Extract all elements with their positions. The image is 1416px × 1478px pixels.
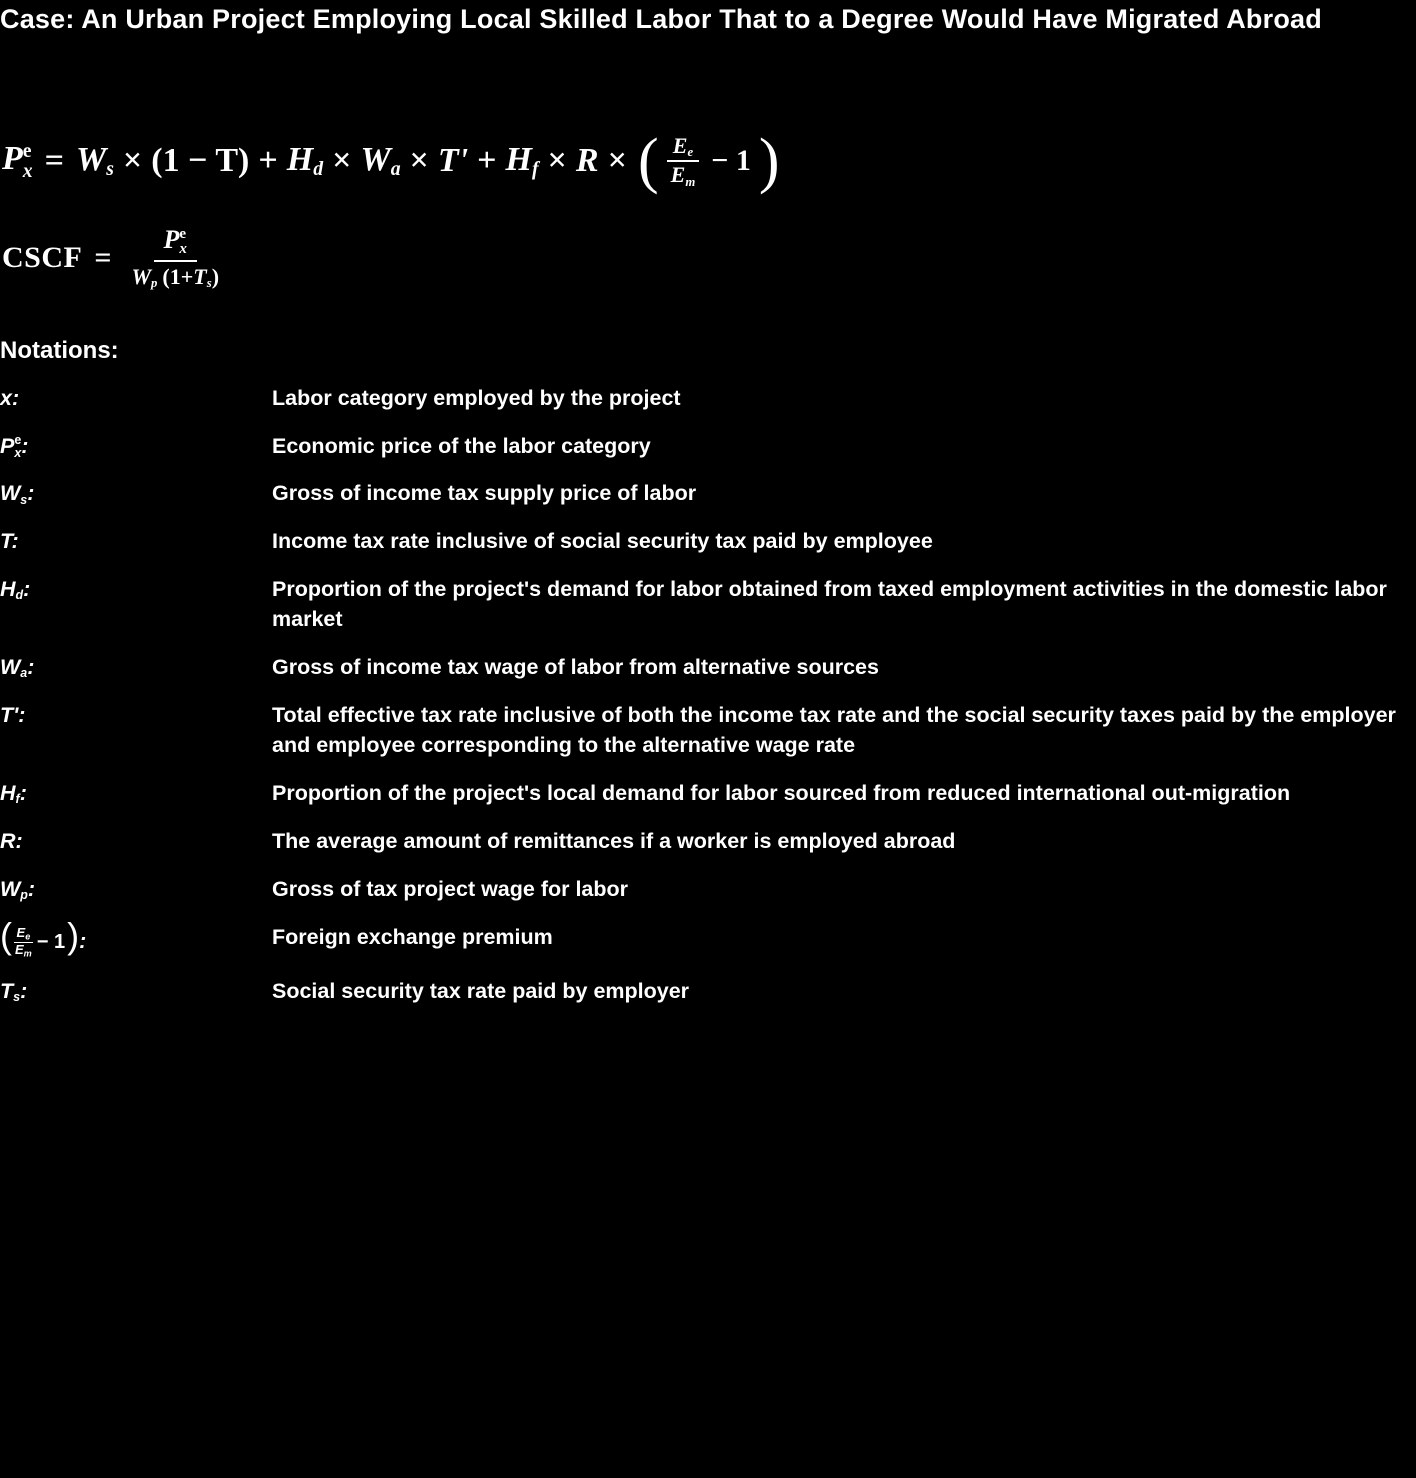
cscf-numerator: P e x xyxy=(154,225,197,261)
notation-symbol: Hf: xyxy=(0,780,27,807)
table-row xyxy=(0,976,1410,1024)
eq1-term2-var2: Wa xyxy=(360,140,401,181)
eq1-times-4: × xyxy=(547,142,567,180)
table-row xyxy=(0,652,1410,700)
notation-description: Labor category employed by the project xyxy=(272,385,681,410)
table-row xyxy=(0,922,1410,976)
notation-description: Foreign exchange premium xyxy=(272,924,553,949)
cscf-equals: = xyxy=(94,241,112,275)
eq1-paren-open: ( xyxy=(637,126,659,195)
eq1-term2-var1: Hd xyxy=(286,140,324,181)
eq1-equals: = xyxy=(44,142,65,180)
eq1-plus-2: + xyxy=(477,142,497,180)
notation-symbol: Ts: xyxy=(0,978,28,1005)
table-row xyxy=(0,383,1410,431)
notation-description: Gross of income tax wage of labor from alternative sources xyxy=(272,654,879,679)
notation-symbol: Wp: xyxy=(0,876,36,903)
eq1-term3-var1: Hf xyxy=(505,140,539,181)
notation-symbol: Wa: xyxy=(0,654,35,681)
cscf-label: CSCF xyxy=(2,241,83,275)
notation-description: Proportion of the project's demand for labor obtained from taxed employment activities in the domestic labor market xyxy=(272,576,1387,632)
notation-symbol: x: xyxy=(0,385,20,410)
eq1-term2-var3: T' xyxy=(437,142,469,180)
eq1-times-3: × xyxy=(409,142,429,180)
notation-symbol: T: xyxy=(0,529,19,554)
notation-symbol-exchange-premium: ( $\frac{Ee}{Em}$ − 1): xyxy=(0,914,87,958)
notation-description: Income tax rate inclusive of social security tax paid by employee xyxy=(272,529,933,554)
eq1-minus-one: − 1 xyxy=(711,144,751,178)
eq1-term1-paren: (1 − T) xyxy=(151,142,250,180)
eq1-times-2: × xyxy=(332,142,352,180)
notation-symbol: Ws: xyxy=(0,481,35,507)
notation-symbol: P e x : xyxy=(0,433,29,460)
table-row xyxy=(0,874,1410,922)
eq1-times-5: × xyxy=(607,142,627,180)
notation-symbol: Hd: xyxy=(0,576,31,603)
table-row xyxy=(0,700,1410,778)
notation-description: Gross of income tax supply price of labor xyxy=(272,481,697,506)
eq1-term3-var2: R xyxy=(575,142,599,180)
notation-symbol: R: xyxy=(0,829,23,854)
eq1-plus-1: + xyxy=(258,142,278,180)
notation-description: Social security tax rate paid by employer xyxy=(272,978,690,1003)
notation-description: Gross of tax project wage for labor xyxy=(272,876,629,901)
eq1-paren-close: ) xyxy=(758,126,780,195)
equation-cscf xyxy=(2,225,1416,291)
eq1-lhs: P e x xyxy=(2,140,33,183)
notation-description: Economic price of the labor category xyxy=(272,433,651,458)
table-row xyxy=(0,778,1410,826)
page-title: Case: An Urban Project Employing Local Skilled Labor That to a Degree Would Have Migrated Abroad xyxy=(0,4,1322,34)
table-row xyxy=(0,478,1410,526)
notation-description: Total effective tax rate inclusive of both the income tax rate and the social security taxes paid by the employer and employee corresponding to the alternative wage rate xyxy=(272,702,1396,758)
table-row xyxy=(0,526,1410,574)
eq1-exchange-fraction: $\frac{Ee}{Em}$ xyxy=(665,134,702,190)
table-row xyxy=(0,431,1410,479)
notation-description: The average amount of remittances if a worker is employed abroad xyxy=(272,829,956,854)
cscf-denominator: Wp (1+Ts) xyxy=(131,263,220,291)
eq1-times-1: × xyxy=(122,142,143,180)
notation-symbol: T': xyxy=(0,702,26,727)
formula-block xyxy=(2,126,1416,291)
table-row xyxy=(0,574,1410,652)
notations-heading: Notations: xyxy=(0,336,119,364)
notation-description: Proportion of the project's local demand for labor sourced from reduced international out-migration xyxy=(272,780,1291,805)
cscf-fraction xyxy=(121,225,229,291)
eq1-term1-var: Ws xyxy=(76,140,114,181)
notations-table xyxy=(0,383,1410,1024)
table-row xyxy=(0,826,1410,874)
equation-economic-price xyxy=(2,126,1416,195)
